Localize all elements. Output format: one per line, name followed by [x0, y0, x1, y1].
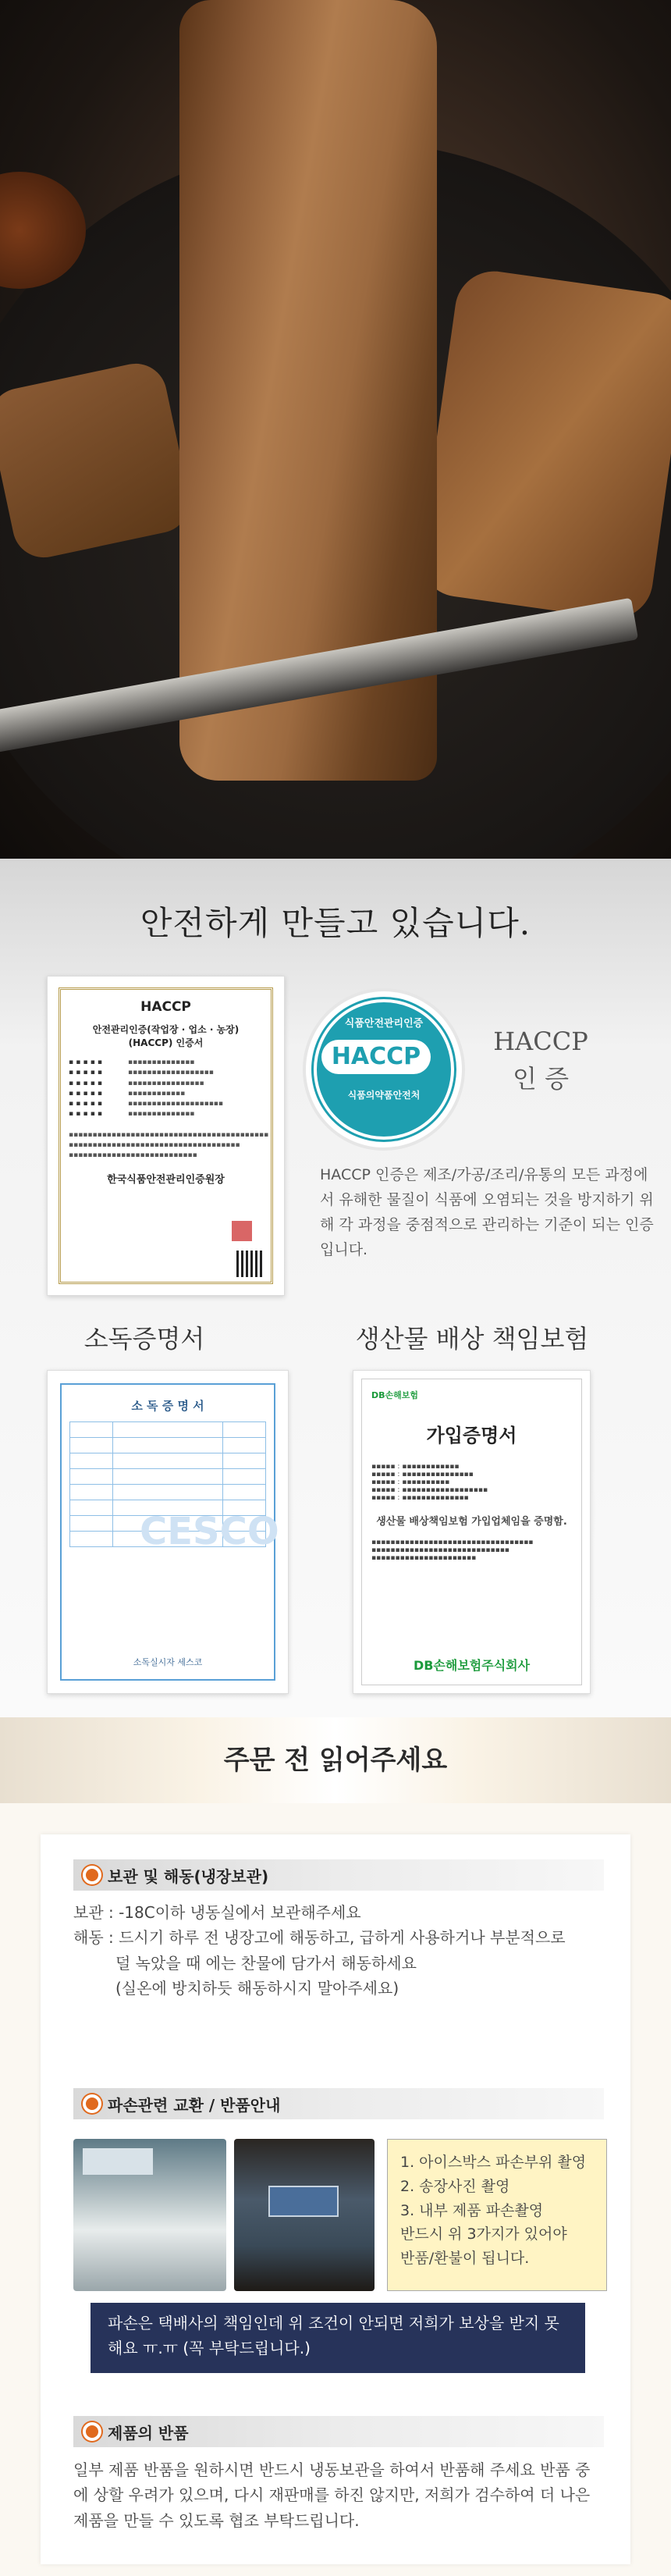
disinfect-doc-title: 소 독 증 명 서: [131, 1399, 204, 1413]
hero-meat-photo: [0, 0, 671, 859]
badge-bottom-text: 식품의약품안전처: [347, 1090, 421, 1101]
insurance-label: 생산물 배상 책임보험: [355, 1324, 589, 1354]
storage-text: [73, 1900, 612, 2001]
disinfection-certificate-image: [47, 1370, 289, 1694]
qr-code: [236, 1251, 263, 1277]
returns-text: 일부 제품 반품을 원하시면 반드시 냉동보관을 하여서 반품해 주세요 반품 중에 상할 우려가 있으며, 다시 재판매를 하진 않지만, 저희가 검수하여 더 나은 제품을 만들 수 있도록 협조 부탁드립니다.: [73, 2460, 591, 2530]
section-title: 안전하게 만들고 있습니다.: [140, 904, 531, 942]
damage-step: 반드시 위 3가지가 있어야: [400, 2226, 567, 2243]
haccp-badge-logo: [306, 991, 462, 1147]
damage-steps-box: [387, 2139, 607, 2291]
storage-header-text: 보관 및 해동(냉장보관): [108, 1866, 269, 1886]
bullet-icon: [83, 1866, 101, 1884]
insurance-doc-title: 가입증명서: [426, 1425, 517, 1446]
badge-haccp-text: HACCP: [321, 1040, 431, 1074]
returns-header: [73, 2416, 604, 2447]
damage-step: 1. 아이스박스 파손부위 촬영: [400, 2154, 587, 2171]
notice-card: [41, 1834, 630, 2564]
insurer-logo: DB손해보험: [371, 1390, 419, 1400]
haccp-heading: HACCP 인 증: [493, 1026, 588, 1094]
haccp-doc-org: 한국식품안전관리인증원장: [107, 1173, 225, 1186]
notice-banner: 주문 전 읽어주세요: [0, 1717, 671, 1803]
package-damage-photo: [234, 2139, 375, 2291]
bullet-icon: [83, 2094, 101, 2113]
haccp-certificate-image: HACCP 안전관리인증(작업장 · 업소 · 농장) (HACCP) 인증서 ▪ ▪ ▪ ▪ ▪ ▪▪▪▪▪▪▪▪▪▪▪▪▪▪ ▪ ▪ ▪ ▪ ▪ ▪▪▪▪▪▪▪▪▪▪▪▪▪▪▪▪▪▪ ▪ ▪ ▪ ▪ ▪ ▪▪▪▪▪▪▪▪▪▪▪▪▪▪▪▪ ▪ ▪ ▪ ▪ ▪ ▪▪▪▪▪▪▪▪▪▪▪▪ ▪ ▪ ▪ ▪ ▪ ▪▪▪▪▪▪▪▪▪▪▪▪▪▪▪▪▪▪▪▪ ▪ ▪ ▪ ▪ ▪ ▪▪▪▪▪▪▪▪▪▪▪▪▪▪ ▪▪▪▪▪▪▪▪▪▪▪▪▪▪▪▪▪▪▪▪▪▪▪▪▪▪▪▪▪▪▪▪▪▪▪▪▪▪▪▪▪▪ ▪▪▪▪▪▪▪▪▪▪▪▪▪▪▪▪▪▪▪▪▪▪▪▪▪▪▪▪▪▪▪▪▪▪▪▪ ▪▪▪▪▪▪▪▪▪▪▪▪▪▪▪▪▪▪▪▪▪▪▪▪▪▪▪ 한국식품안전관리인증원장: [47, 976, 285, 1296]
damage-header: [73, 2088, 604, 2119]
damage-step: 3. 내부 제품 파손촬영: [400, 2201, 544, 2219]
official-seal: [232, 1221, 252, 1241]
storage-line: 덜 녹았을 때 에는 찬물에 담가서 해동하세요: [115, 1953, 417, 1973]
haccp-doc-title: 안전관리인증(작업장 · 업소 · 농장) (HACCP) 인증서: [92, 1023, 240, 1049]
icebox-damage-photo: [73, 2139, 226, 2291]
order-notice-section: [0, 1717, 671, 2576]
disinfect-label: 소독증명서: [83, 1324, 205, 1354]
meat-piece-right: [415, 266, 671, 624]
damage-step: 2. 송장사진 촬영: [400, 2177, 510, 2195]
damage-step: 반품/환불이 됩니다.: [400, 2250, 530, 2268]
storage-line: 해동 : 드시기 하루 전 냉장고에 해동하고, 급하게 사용하거나 부분적으로: [73, 1928, 566, 1948]
insurance-doc-footer: DB손해보험주식회사: [413, 1658, 531, 1673]
bullet-icon: [83, 2422, 101, 2441]
badge-top-text: 식품안전관리인증: [344, 1018, 424, 1030]
storage-line: 보관 : -18C이하 냉동실에서 보관해주세요: [73, 1903, 361, 1922]
haccp-doc-header: HACCP: [140, 999, 191, 1015]
insurance-certificate-image: DB손해보험 가입증명서 ▪▪▪▪▪ : ▪▪▪▪▪▪▪▪▪▪▪▪ ▪▪▪▪▪ : ▪▪▪▪▪▪▪▪▪▪▪▪▪▪▪ ▪▪▪▪▪ : ▪▪▪▪▪▪▪▪▪▪ ▪▪▪▪▪ : ▪▪▪▪▪▪▪▪▪▪▪▪▪▪▪▪▪▪ ▪▪▪▪▪ : ▪▪▪▪▪▪▪▪▪▪▪▪▪▪ 생산물 배상책임보험 가입업체임을 증명함. ▪▪▪▪▪▪▪▪▪▪▪▪▪▪▪▪▪▪▪▪▪▪▪▪▪▪▪▪▪▪▪▪▪▪ ▪▪▪▪▪▪▪▪▪▪▪▪▪▪▪▪▪▪▪▪▪▪▪▪▪▪▪▪▪ ▪▪▪▪▪▪▪▪▪▪▪▪▪▪▪▪▪▪▪▪▪▪ DB손해보험주식회사: [353, 1370, 591, 1694]
insurance-doc-subtitle: 생산물 배상책임보험 가입업체임을 증명함.: [376, 1516, 567, 1528]
safety-certification-section: [0, 859, 671, 1717]
damage-notice: 파손은 택배사의 책임인데 위 조건이 안되면 저희가 보상을 받지 못해요 ㅠ.ㅠ (꼭 부탁드립니다.): [91, 2303, 585, 2373]
disinfect-doc-footer: 소독실시자 세스코: [133, 1657, 203, 1667]
returns-header-text: 제품의 반품: [108, 2423, 189, 2443]
cesco-watermark: CESCO: [140, 1510, 279, 1553]
storage-line: (실온에 방치하듯 해동하시지 말아주세요): [115, 1979, 399, 1998]
damage-header-text: 파손관련 교환 / 반품안내: [108, 2095, 281, 2115]
storage-header: [73, 1859, 604, 1891]
haccp-description: HACCP 인증은 제조/가공/조리/유통의 모든 과정에서 유해한 물질이 식품에 오염되는 것을 방지하기 위해 각 과정을 중점적으로 관리하는 기준이 되는 인증입니다.: [320, 1166, 654, 1258]
